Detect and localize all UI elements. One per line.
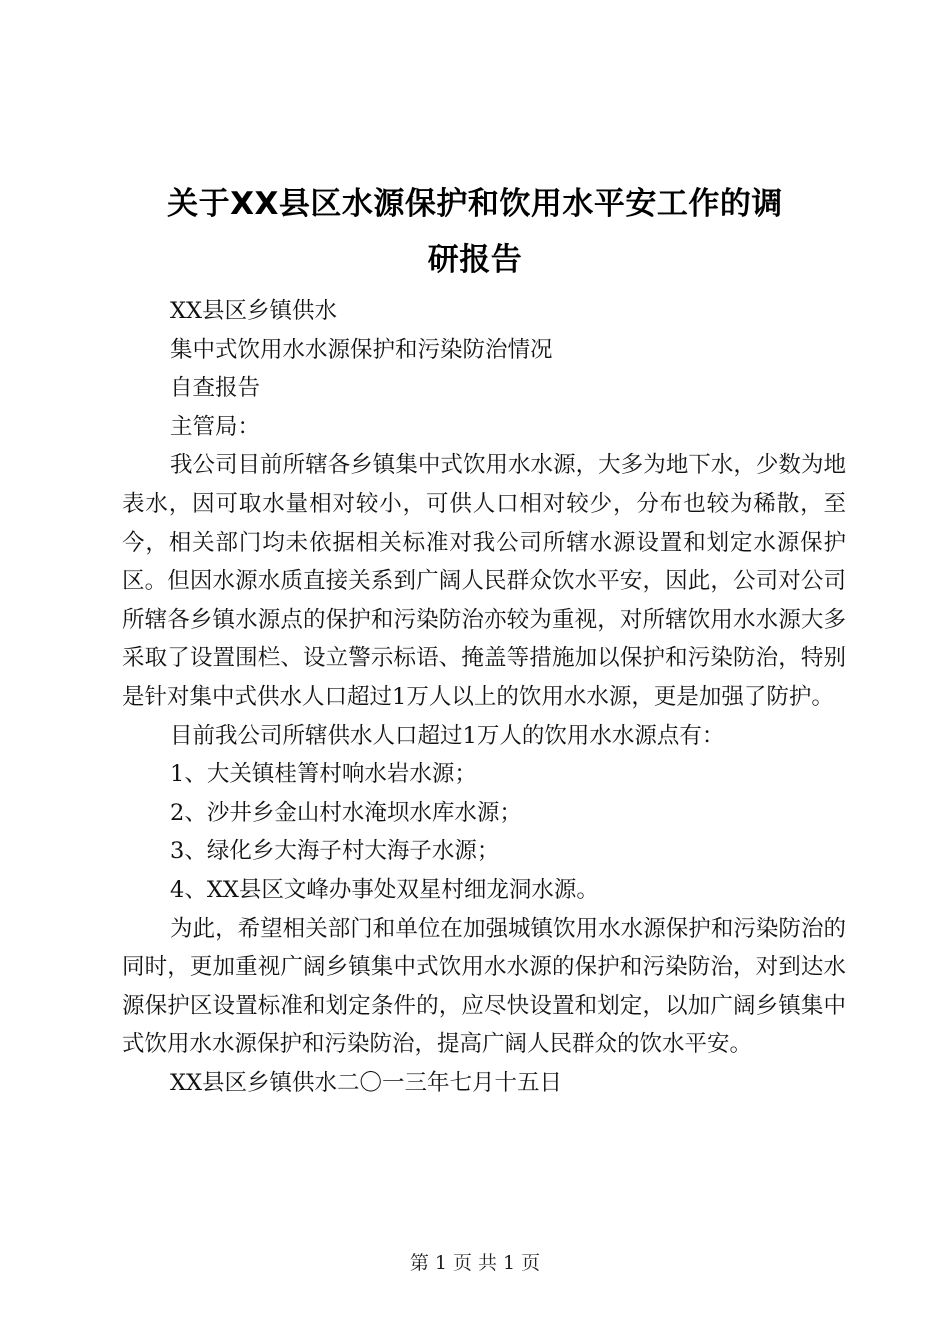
paragraph-overview: 我公司目前所辖各乡镇集中式饮用水水源，大多为地下水，少数为地表水，因可取水量相对较小，可供人口相对较少，分布也较为稀散，至今，相关部门均未依据相关标准对我公司所辖水源设置和划定水源保护区。但因水源水质直接关系到广阔人民群众饮水平安，因此，公司对公司所辖各乡镇水源点的保护和污染防治亦较为重视，对所辖饮用水水源大多采取了设置围栏、设立警示标语、掩盖等措施加以保护和污染防治，特别是针对集中式供水人口超过1万人以上的饮用水水源，更是加强了防护。 (122, 452, 846, 710)
water-source-item-4: 4、XX县区文峰办事处双星村细龙洞水源。 (170, 876, 599, 903)
header-line-report-type: 自查报告 (170, 375, 261, 402)
page-footer: 第 1 页 共 1 页 (409, 1252, 541, 1274)
page-title-line-2: 研报告 (427, 242, 523, 278)
signature-line: XX县区乡镇供水二〇一三年七月十五日 (170, 1069, 563, 1096)
page-title (125, 176, 825, 288)
paragraph-list-intro: 目前我公司所辖供水人口超过1万人的饮用水水源点有： (170, 722, 725, 749)
paragraph-recommendation: 为此，希望相关部门和单位在加强城镇饮用水水源保护和污染防治的同时，更加重视广阔乡镇集中式饮用水水源的保护和污染防治，对到达水源保护区设置标准和划定条件的，应尽快设置和划定，以加广阔乡镇集中式饮用水水源保护和污染防治，提高广阔人民群众的饮水平安。 (122, 915, 846, 1058)
page-title-line-1: 关于XX县区水源保护和饮用水平安工作的调 (167, 186, 783, 222)
header-line-addressee: 主管局： (170, 413, 261, 440)
header-line-subject: 集中式饮用水水源保护和污染防治情况 (170, 336, 553, 363)
water-source-item-3: 3、绿化乡大海子村大海子水源； (170, 838, 500, 865)
header-line-organization: XX县区乡镇供水 (170, 298, 338, 324)
water-source-item-2: 2、沙井乡金山村水淹坝水库水源； (170, 799, 522, 826)
water-source-item-1: 1、大关镇桂箐村响水岩水源； (170, 761, 477, 788)
document-body (122, 292, 846, 1102)
